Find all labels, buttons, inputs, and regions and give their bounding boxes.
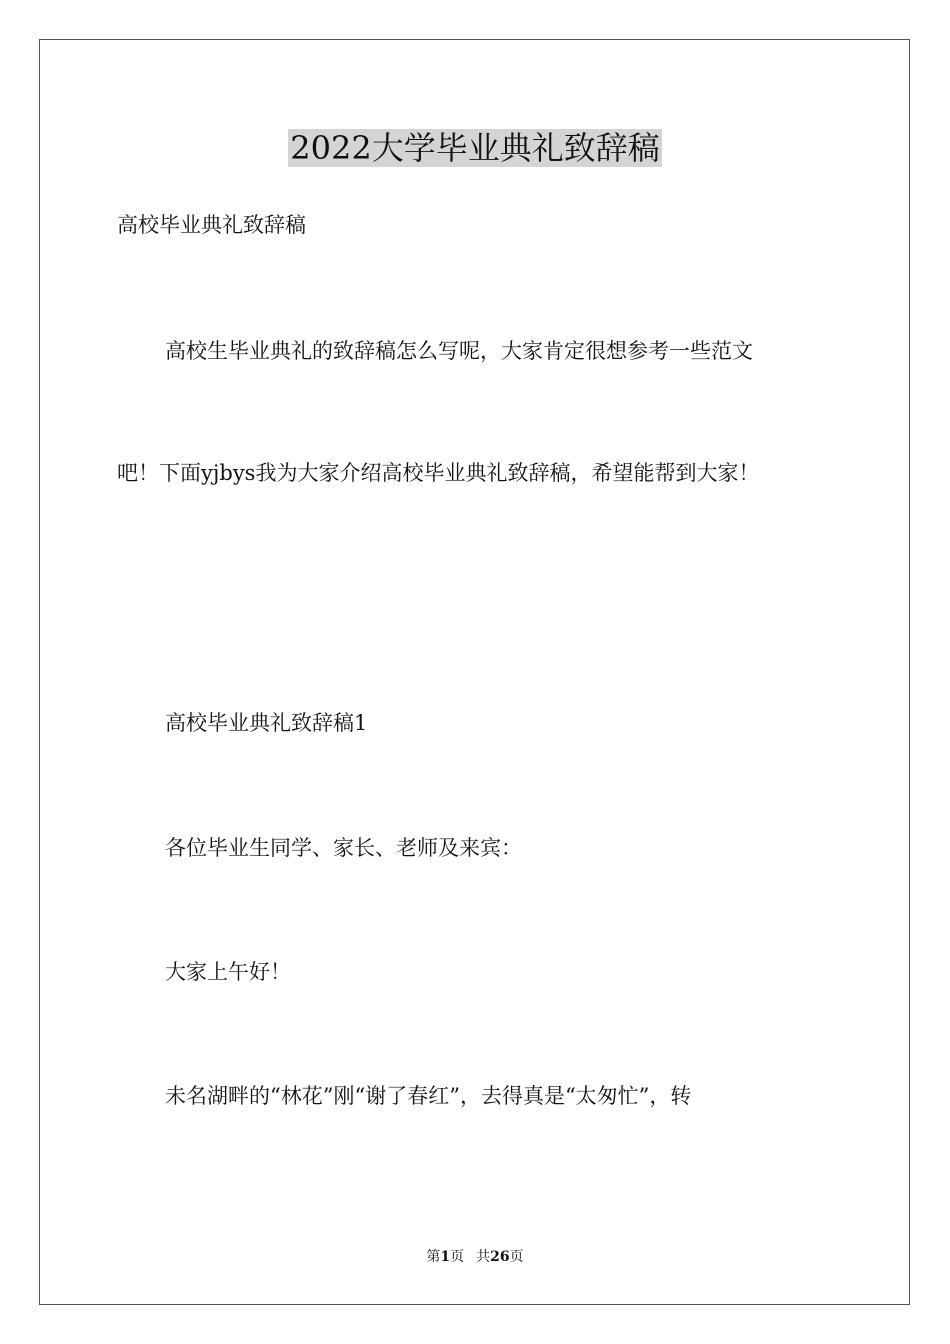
salutation: 各位毕业生同学、家长、老师及来宾： [165,836,522,860]
document-title [0,126,950,170]
total-prefix: 共 [476,1249,491,1265]
greeting: 大家上午好！ [165,960,291,984]
document-title-text: 2022大学毕业典礼致辞稿 [290,129,660,167]
total-pages: 26 [490,1249,510,1265]
page-suffix: 页 [450,1249,465,1265]
page-footer [0,1248,950,1266]
page-prefix: 第 [426,1249,441,1265]
total-suffix: 页 [509,1249,524,1265]
page-number: 1 [440,1249,451,1265]
intro-paragraph-line-2: 吧！下面yjbys我为大家介绍高校毕业典礼致辞稿，希望能帮到大家！ [117,461,760,485]
document-subtitle: 高校毕业典礼致辞稿 [117,213,306,237]
section-heading: 高校毕业典礼致辞稿1 [165,711,368,735]
intro-paragraph-line-1: 高校生毕业典礼的致辞稿怎么写呢，大家肯定很想参考一些范文 [165,339,753,363]
body-paragraph-line-1: 未名湖畔的“林花”刚“谢了春红”，去得真是“太匆忙”，转 [165,1084,692,1108]
